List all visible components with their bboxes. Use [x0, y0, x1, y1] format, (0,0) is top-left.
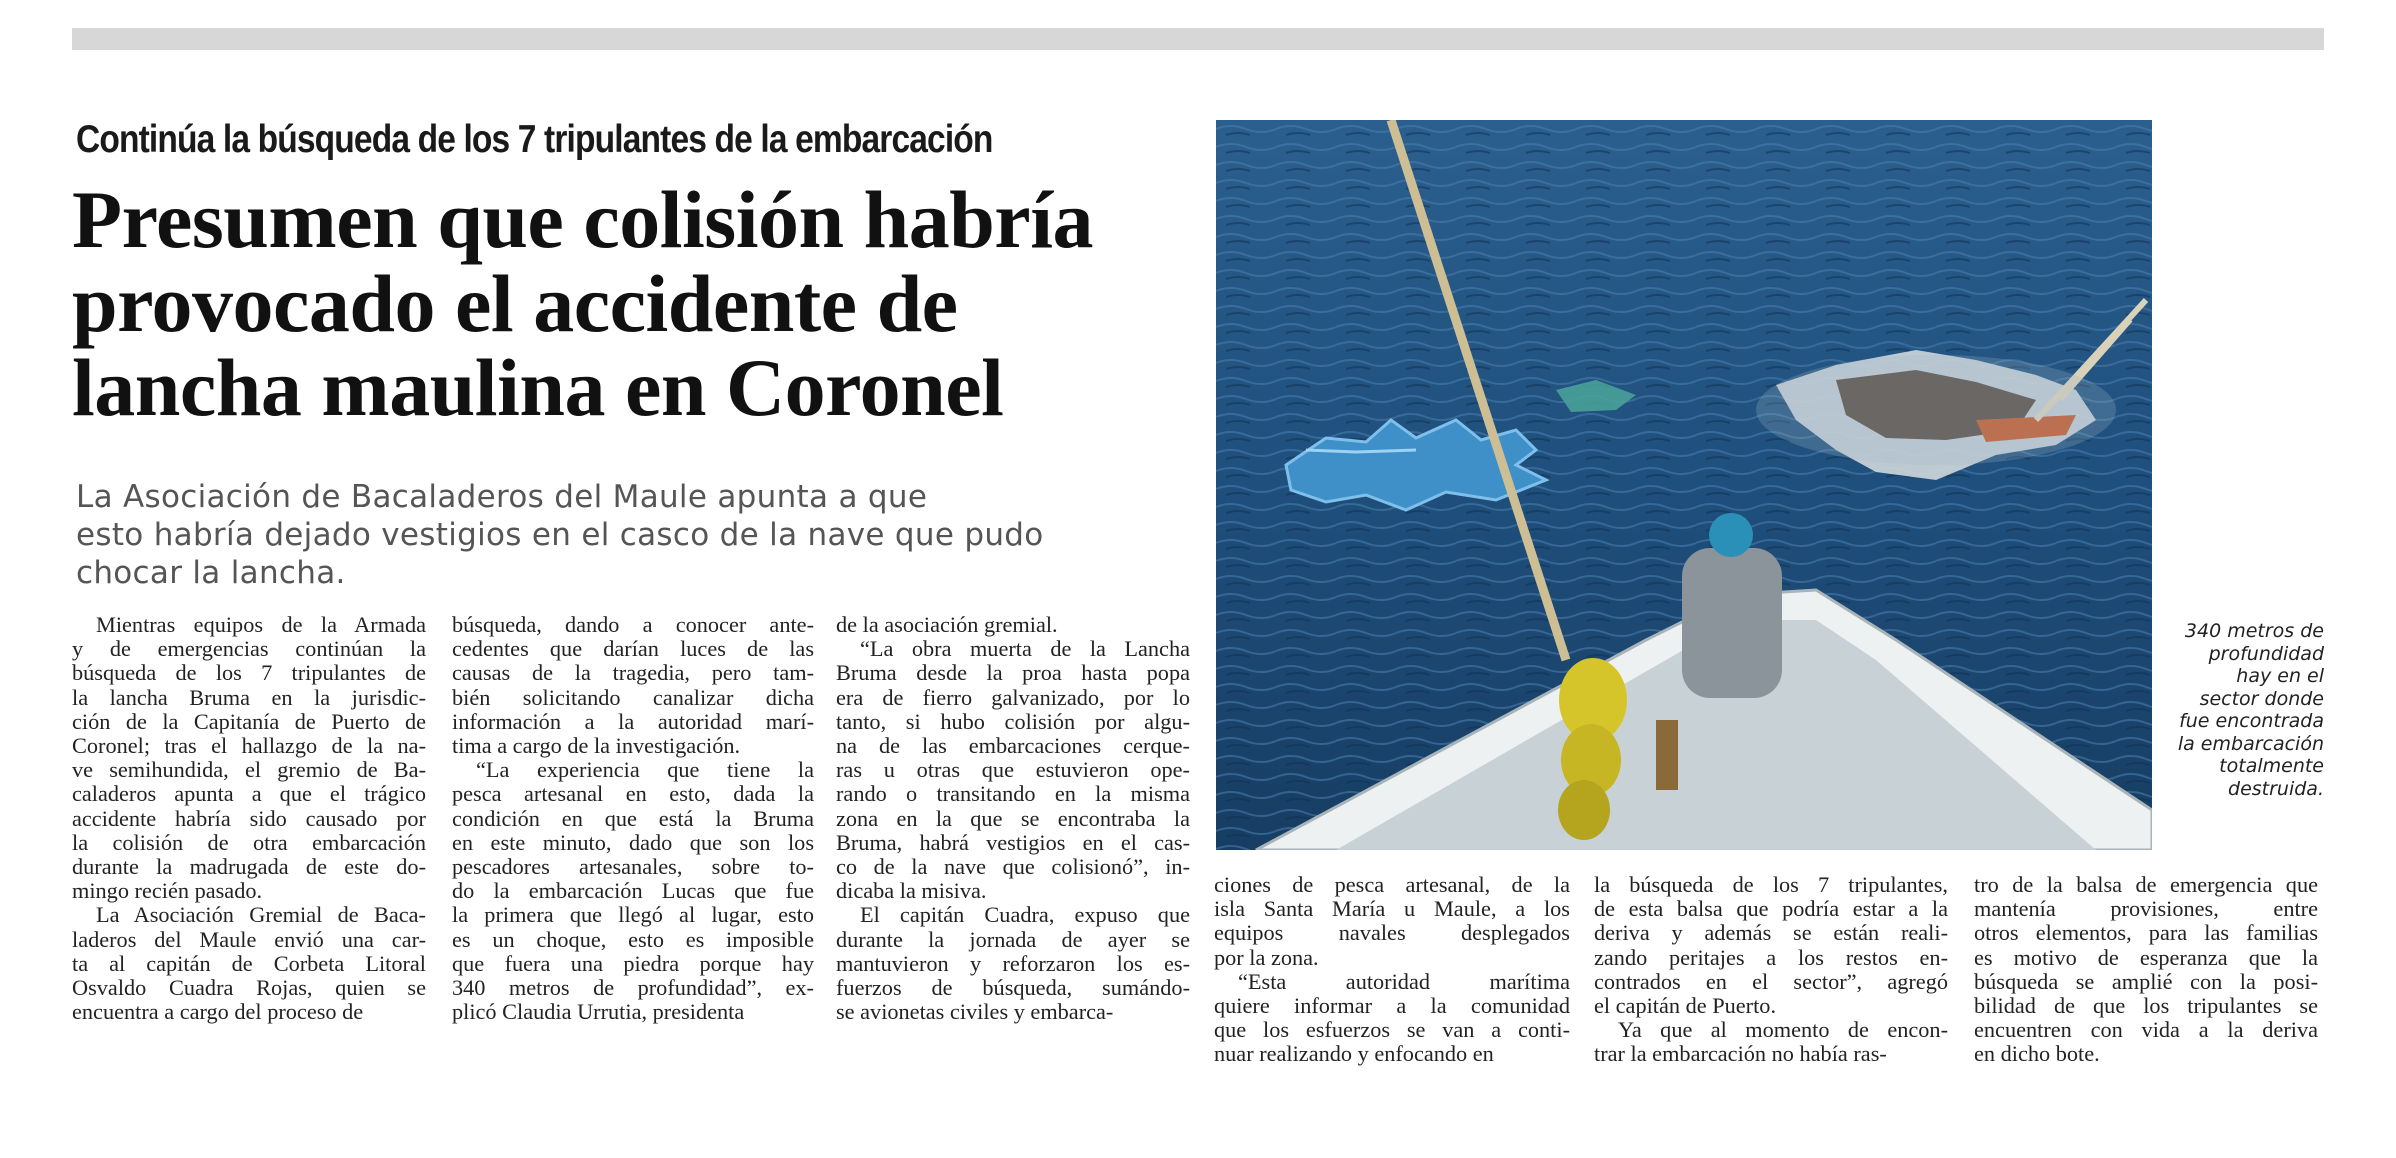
- body-text-line: fuerzos de búsqueda, sumándo-: [836, 975, 1190, 1001]
- body-text-line: tanto, si hubo colisión por algu-: [836, 708, 1190, 734]
- deck-line: La Asociación de Bacaladeros del Maule apunta a que: [76, 479, 928, 515]
- body-text-line: bién solicitando canalizar dicha: [452, 684, 814, 710]
- body-text-line: quiere informar a la comunidad: [1214, 993, 1570, 1019]
- body-text-line: Mientras equipos de la Armada: [96, 612, 426, 637]
- fisherman-body: [1682, 548, 1782, 698]
- body-text-line: plicó Claudia Urrutia, presidenta: [452, 999, 745, 1025]
- body-text-line: Bruma, habrá vestigios en el cas-: [836, 829, 1190, 855]
- caption-line: la embarcación: [2177, 732, 2324, 755]
- article-deck: [76, 478, 1176, 592]
- body-text-line: dicaba la misiva.: [836, 878, 987, 904]
- body-text-line: Ya que al momento de encon-: [1618, 1017, 1948, 1043]
- body-text-line: la búsqueda de los 7 tripulantes,: [1594, 872, 1948, 897]
- photo-caption: [2168, 620, 2324, 800]
- body-text-line: se avionetas civiles y embarca-: [836, 999, 1114, 1025]
- body-text-line: bilidad de que los tripulantes se: [1974, 993, 2318, 1019]
- body-text-line: mantuvieron y reforzaron los es-: [836, 950, 1190, 976]
- body-column-5: [1594, 873, 1948, 1067]
- page-header-bar: [72, 28, 2324, 50]
- body-column-1: [72, 613, 426, 1024]
- body-text-line: isla Santa María u Maule, a los: [1214, 896, 1570, 922]
- body-column-4: [1214, 873, 1570, 1067]
- body-text-line: ción de la Capitanía de Puerto de: [72, 708, 426, 734]
- body-text-line: cedentes que darían luces de las: [452, 636, 814, 662]
- body-text-line: durante la madrugada de este do-: [72, 854, 426, 880]
- body-text-line: co de la nave que colisionó”, in-: [836, 854, 1190, 880]
- article-kicker: Continúa la búsqueda de los 7 tripulantes de la embarcación: [76, 118, 993, 161]
- caption-line: fue encontrada: [2179, 710, 2324, 732]
- mooring-post: [1656, 720, 1678, 790]
- body-text-line: ta al capitán de Corbeta Litoral: [72, 950, 426, 976]
- body-text-line: ve semihundida, el gremio de Ba-: [72, 757, 426, 783]
- body-text-line: La Asociación Gremial de Baca-: [96, 902, 426, 928]
- body-text-line: otros elementos, para las familias: [1974, 920, 2318, 946]
- body-text-line: trar la embarcación no había ras-: [1594, 1041, 1887, 1067]
- body-text-line: “La obra muerta de la Lancha: [860, 636, 1190, 662]
- body-text-line: información a la autoridad marí-: [452, 708, 814, 734]
- caption-line: profundidad: [2208, 642, 2324, 665]
- body-text-line: “La experiencia que tiene la: [476, 757, 814, 783]
- body-text-line: encuentren con vida a la deriva: [1974, 1017, 2318, 1043]
- body-text-line: que los esfuerzos se van a conti-: [1214, 1017, 1570, 1043]
- body-text-line: zona en la que se encontraba la: [836, 805, 1190, 831]
- body-text-line: na de las embarcaciones cerque-: [836, 733, 1190, 759]
- headline-line: provocado el accidente de: [72, 258, 958, 349]
- caption-line: 340 metros de: [2184, 620, 2324, 642]
- body-text-line: mingo recién pasado.: [72, 878, 263, 904]
- body-text-line: que fuera una piedra porque hay: [452, 950, 814, 976]
- caption-line: sector donde: [2199, 687, 2324, 710]
- body-text-line: búsqueda se amplié con la posi-: [1974, 968, 2318, 994]
- body-text-line: el capitán de Puerto.: [1594, 993, 1777, 1019]
- body-text-line: la primera que llegó al lugar, esto: [452, 902, 814, 928]
- body-text-line: El capitán Cuadra, expuso que: [860, 902, 1190, 928]
- caption-line: hay en el: [2236, 665, 2324, 687]
- body-text-line: en este minuto, dado que son los: [452, 829, 814, 855]
- body-text-line: deriva y además se están reali-: [1594, 920, 1948, 946]
- wreck-photo: [1216, 120, 2152, 850]
- body-text-line: rando o transitando en la misma: [836, 781, 1190, 807]
- body-text-line: 340 metros de profundidad”, ex-: [452, 975, 814, 1001]
- deck-line: esto habría dejado vestigios en el casco de la nave que pudo: [76, 517, 1044, 553]
- body-text-line: do la embarcación Lucas que fue: [452, 878, 814, 904]
- body-text-line: pescadores artesanales, sobre to-: [452, 854, 814, 880]
- body-text-line: contrados en el sector”, agregó: [1594, 968, 1948, 994]
- body-text-line: y de emergencias continúan la: [72, 636, 426, 662]
- buoy: [1558, 780, 1610, 840]
- body-text-line: Bruma desde la proa hasta popa: [836, 660, 1190, 686]
- deck-line: chocar la lancha.: [76, 555, 346, 591]
- article-headline: [72, 174, 1212, 433]
- body-text-line: causas de la tragedia, pero tam-: [452, 660, 814, 686]
- body-text-line: condición en que está la Bruma: [452, 805, 814, 831]
- body-text-line: caladeros apunta a que el trágico: [72, 781, 426, 807]
- body-text-line: accidente habría sido causado por: [72, 805, 426, 831]
- body-text-line: tro de la balsa de emergencia que: [1974, 872, 2318, 897]
- body-text-line: búsqueda de los 7 tripulantes de: [72, 660, 426, 686]
- sea-foam: [1756, 355, 2116, 465]
- body-text-line: la colisión de otra embarcación: [72, 829, 426, 855]
- body-text-line: mantenía provisiones, entre: [1974, 896, 2318, 922]
- body-text-line: era de fierro galvanizado, por lo: [836, 684, 1190, 710]
- body-text-line: Osvaldo Cuadra Rojas, quien se: [72, 975, 426, 1001]
- headline-line: Presumen que colisión habría: [72, 174, 1093, 265]
- body-text-line: equipos navales desplegados: [1214, 920, 1570, 946]
- body-text-line: es un choque, esto es imposible: [452, 926, 814, 952]
- body-text-line: búsqueda, dando a conocer ante-: [452, 612, 814, 637]
- body-text-line: nuar realizando y enfocando en: [1214, 1041, 1494, 1067]
- body-text-line: por la zona.: [1214, 944, 1319, 970]
- body-text-line: Coronel; tras el hallazgo de la na-: [72, 733, 426, 759]
- body-text-line: la lancha Bruma en la jurisdic-: [72, 684, 426, 710]
- wreck-photo-illustration: [1216, 120, 2152, 850]
- body-text-line: en dicho bote.: [1974, 1041, 2100, 1067]
- body-text-line: encuentra a cargo del proceso de: [72, 999, 364, 1025]
- body-column-3: [836, 613, 1190, 1024]
- body-text-line: pesca artesanal en esto, dada la: [452, 781, 814, 807]
- body-text-line: tima a cargo de la investigación.: [452, 733, 741, 759]
- fisherman-hat: [1709, 513, 1753, 557]
- body-text-line: ciones de pesca artesanal, de la: [1214, 872, 1570, 897]
- body-text-line: de la asociación gremial.: [836, 612, 1058, 637]
- body-column-2: [452, 613, 814, 1024]
- body-column-6: [1974, 873, 2318, 1067]
- body-text-line: ras u otras que estuvieron ope-: [836, 757, 1190, 783]
- caption-line: totalmente: [2219, 755, 2324, 777]
- body-text-line: zando peritajes a los restos en-: [1594, 944, 1948, 970]
- body-text-line: durante la jornada de ayer se: [836, 926, 1190, 952]
- body-text-line: de esta balsa que podría estar a la: [1594, 896, 1948, 922]
- caption-line: destruida.: [2228, 777, 2324, 800]
- body-text-line: “Esta autoridad marítima: [1238, 968, 1570, 994]
- body-text-line: laderos del Maule envió una car-: [72, 926, 426, 952]
- headline-line: lancha maulina en Coronel: [72, 342, 1004, 433]
- body-text-line: es motivo de esperanza que la: [1974, 944, 2318, 970]
